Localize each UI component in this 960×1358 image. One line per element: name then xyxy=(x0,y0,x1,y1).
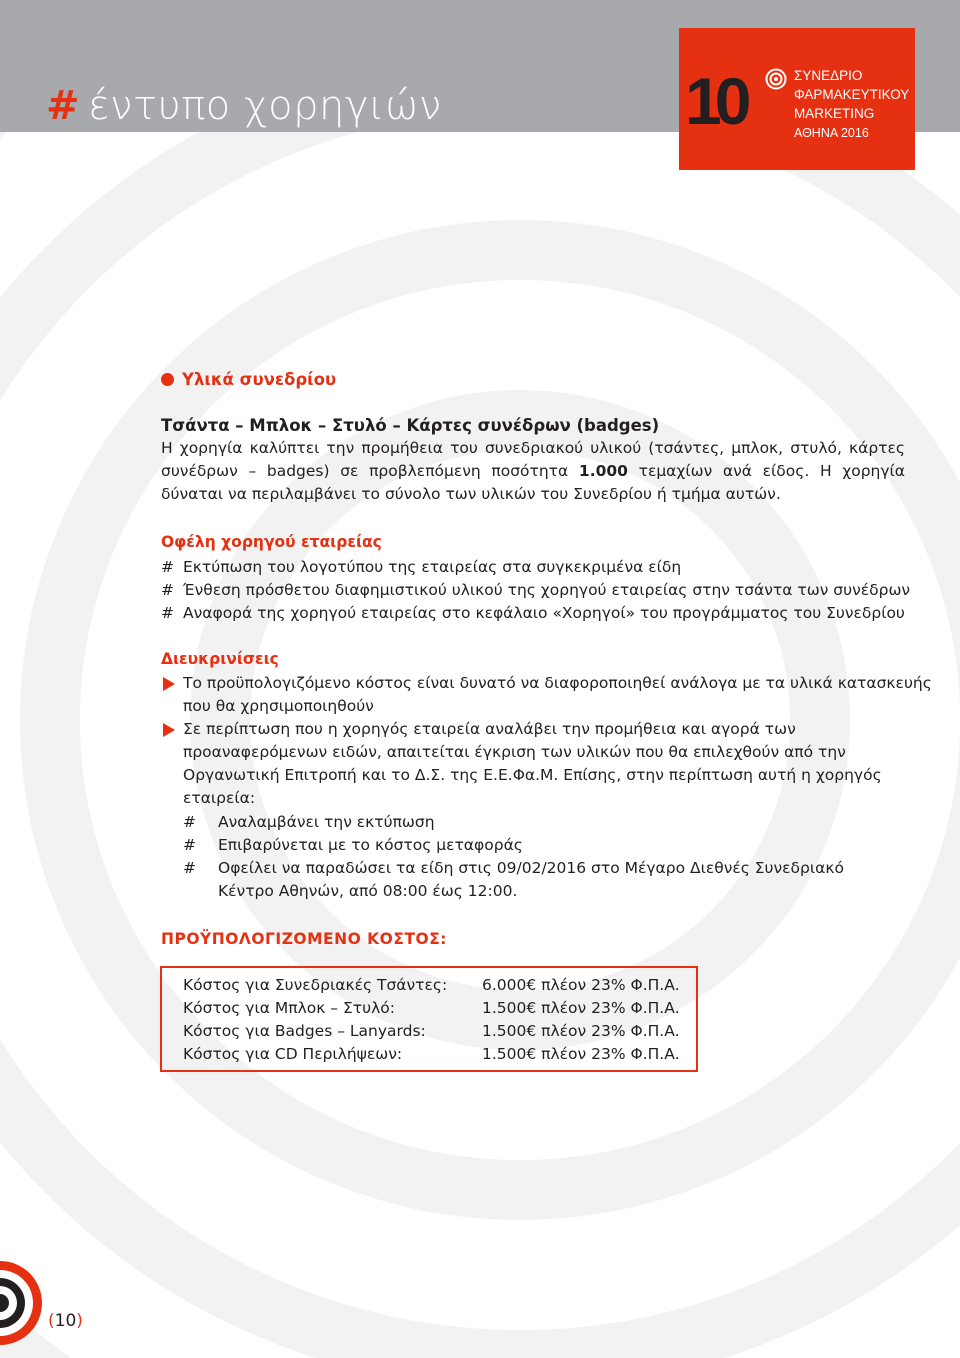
logo-line-1: ΣΥΝΕΔΡΙΟ xyxy=(794,68,863,83)
page-number-value: 10 xyxy=(54,1311,77,1331)
logo-city: ΑΘΗΝΑ 2016 xyxy=(794,126,869,140)
benefits-heading: Οφέλη χορηγού εταιρείας xyxy=(161,533,382,551)
bullet-dot-icon xyxy=(161,373,174,386)
benefit-item xyxy=(161,602,905,625)
hash-bullet: # xyxy=(183,813,196,831)
hash-bullet: # xyxy=(161,604,174,622)
cost-heading: ΠΡΟΫΠΟΛΟΓΙΖΟΜΕΝΟ ΚΟΣΤΟΣ: xyxy=(161,930,447,948)
cost-row xyxy=(183,976,680,994)
benefit-text: Ένθεση πρόσθετου διαφημιστικού υλικού της χορηγού εταιρείας στην τσάντα των συνέδρων xyxy=(183,581,911,599)
desc-part-2: τεμαχίων ανά είδος. Η χορηγία δύναται να περιλαμβάνει το σύνολο των υλικών του Συνεδρίου ή τμήμα αυτών. xyxy=(161,462,906,503)
clarification-line: εταιρεία: xyxy=(183,789,256,807)
benefit-item xyxy=(161,556,681,579)
title-text: έντυπο χορηγιών xyxy=(88,83,442,129)
cost-table xyxy=(160,966,698,1072)
target-icon xyxy=(765,68,787,90)
page-paren-open: ( xyxy=(48,1311,55,1331)
section-heading-text: Υλικά συνεδρίου xyxy=(182,370,337,389)
page-paren-close: ) xyxy=(76,1311,83,1331)
cost-label: Κόστος για CD Περιλήψεων: xyxy=(183,1045,403,1063)
cost-value: 1.500€ πλέον 23% Φ.Π.Α. xyxy=(482,999,680,1017)
triangle-bullet-icon xyxy=(163,723,175,737)
clarification-line: Σε περίπτωση που η χορηγός εταιρεία αναλάβει την προμήθεια και αγορά των xyxy=(183,720,796,738)
sub-item-text: Αναλαμβάνει την εκτύπωση xyxy=(218,813,435,831)
sub-item-text: Επιβαρύνεται με το κόστος μεταφοράς xyxy=(218,836,523,854)
clarification-line: Οργανωτική Επιτροπή και το Δ.Σ. της Ε.Ε.Φα.Μ. Επίσης, στην περίπτωση αυτή η χορηγός xyxy=(183,766,882,784)
sub-item xyxy=(183,857,844,880)
cost-label: Κόστος για Συνεδριακές Τσάντες: xyxy=(183,976,448,994)
cost-value: 6.000€ πλέον 23% Φ.Π.Α. xyxy=(482,976,680,994)
cost-row xyxy=(183,1045,680,1063)
logo-number: 10 xyxy=(685,64,745,138)
hash-bullet: # xyxy=(161,581,174,599)
desc-quantity: 1.000 xyxy=(578,462,628,480)
clarification-line: που θα χρησιμοποιηθούν xyxy=(183,697,374,715)
hash-bullet: # xyxy=(161,558,174,576)
logo-text xyxy=(794,66,909,143)
hash-bullet: # xyxy=(183,836,196,854)
logo-line-3: MARKETING xyxy=(794,106,875,121)
title-hash: # xyxy=(46,83,81,129)
page-number xyxy=(48,1311,83,1331)
cost-label: Κόστος για Badges – Lanyards: xyxy=(183,1022,426,1040)
cost-value: 1.500€ πλέον 23% Φ.Π.Α. xyxy=(482,1045,680,1063)
cost-row xyxy=(183,999,680,1017)
cost-label: Κόστος για Μπλοκ – Στυλό: xyxy=(183,999,395,1017)
clarifications-heading: Διευκρινίσεις xyxy=(161,650,279,668)
corner-target-icon xyxy=(0,1255,42,1358)
sub-item-continuation: Κέντρο Αθηνών, από 08:00 έως 12:00. xyxy=(218,882,518,900)
page-title xyxy=(46,83,442,129)
logo-line-2: ΦΑΡΜΑΚΕΥΤΙΚΟΥ xyxy=(794,87,910,102)
benefit-item xyxy=(161,579,910,602)
desc-part-1: Η χορηγία καλύπτει την προμήθεια του συνεδριακού υλικού (τσάντες, μπλοκ, στυλό, κάρτες συνέδρων – badges) σε προβλεπόμενη ποσότητα xyxy=(161,439,905,480)
item-title: Τσάντα – Μπλοκ – Στυλό – Κάρτες συνέδρων (badges) xyxy=(161,416,660,435)
sub-item-text: Οφείλει να παραδώσει τα είδη στις 09/02/2016 στο Μέγαρο Διεθνές Συνεδριακό xyxy=(218,859,844,877)
clarification-line: Το προϋπολογιζόμενο κόστος είναι δυνατό να διαφοροποιηθεί ανάλογα με τα υλικά κατασκευής xyxy=(183,674,932,692)
sub-item xyxy=(183,811,435,834)
benefit-text: Εκτύπωση του λογοτύπου της εταιρείας στα συγκεκριμένα είδη xyxy=(183,558,682,576)
cost-value: 1.500€ πλέον 23% Φ.Π.Α. xyxy=(482,1022,680,1040)
conference-logo xyxy=(679,28,915,170)
hash-bullet: # xyxy=(183,859,196,877)
triangle-bullet-icon xyxy=(163,677,175,691)
item-description xyxy=(161,437,905,506)
clarification-line: προαναφερόμενων ειδών, απαιτείται έγκριση των υλικών που θα επιλεχθούν από την xyxy=(183,743,846,761)
section-heading xyxy=(161,370,336,389)
cost-row xyxy=(183,1022,680,1040)
benefit-text: Αναφορά της χορηγού εταιρείας στο κεφάλαιο «Χορηγοί» του προγράμματος του Συνεδρίου xyxy=(183,604,905,622)
sub-item xyxy=(183,834,523,857)
